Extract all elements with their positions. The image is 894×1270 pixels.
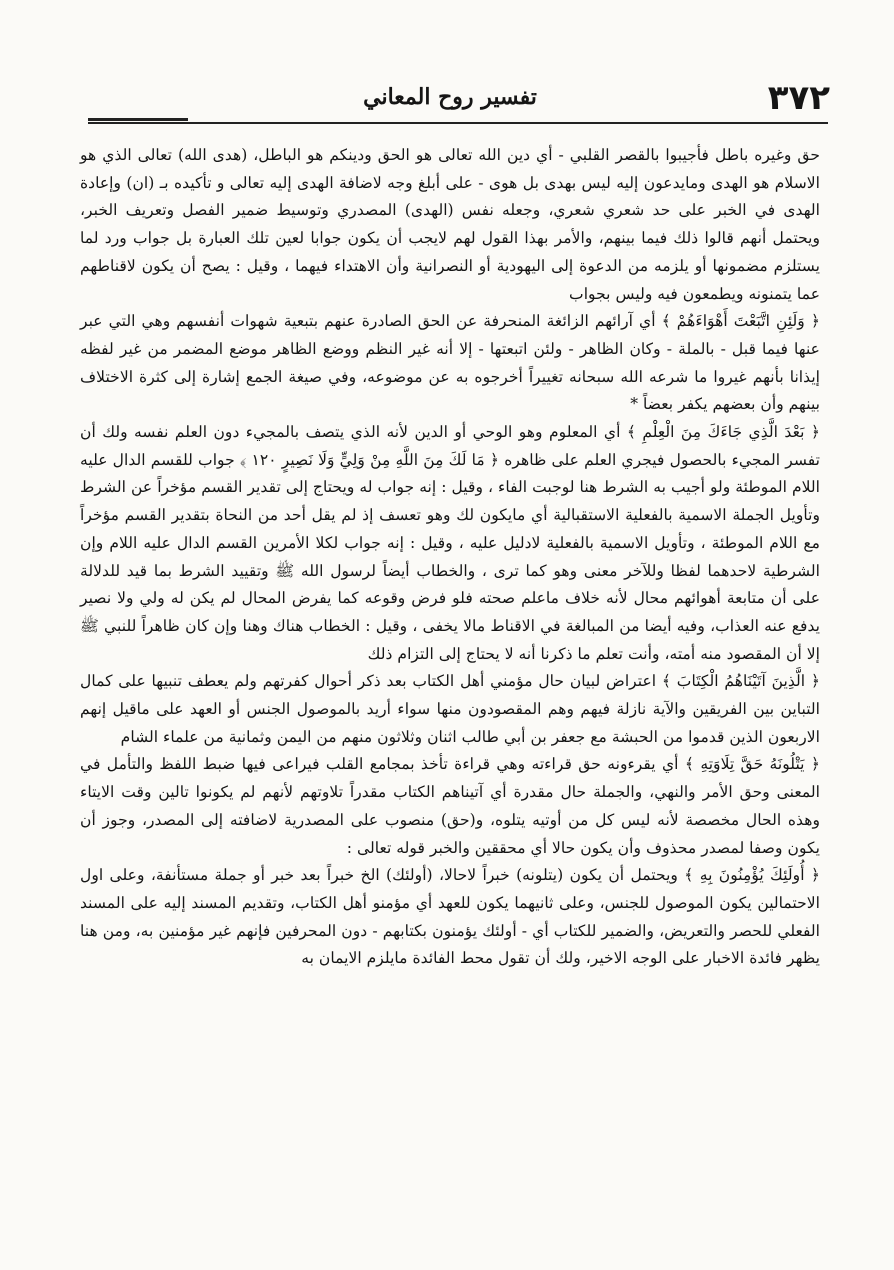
paragraph: ﴿ يَتْلُونَهُ حَقَّ تِلَاوَتِهِ ﴾ أي يقرءونه حق قراءته وهي قراءة تأخذ بمجامع القلب فيراعى فيها ضبط اللفظ والتأمل في المعنى وحق الأمر والنهي، والجملة حال مقدرة أي آتيناهم الكتاب مقدراً تلاوتهم لأنهم لم يكونوا تالين وقت الايتاء وهذه الحال مخصصة لأنه ليس كل من أوتيه يتلوه، و(حق) منصوب على المصدرية لاضافته إلى المصدر، وجوز أن يكون وصفا لمصدر محذوف وأن يكون حالا أي محققين والخبر قوله تعالى :	[80, 755, 820, 857]
paragraph: حق وغيره باطل فأجيبوا بالقصر القلبي - أي دين الله تعالى هو الحق ودينكم هو الباطل، (هدى الله) تعالى الذي هو الاسلام هو الهدى ومايدعون إليه ليس بهدى بل هوى - على أبلغ وجه لاضافة الهدى إليه تعالى و تأكيده بـ (ان) وإعادة الهدى في الخبر على حد شعري شعري، وجعله نفس (الهدى) المصدري وتوسيط ضمير الفصل وتعريف الخبر، ويحتمل أنهم قالوا ذلك فيما بينهم، والأمر بهذا القول لهم لايجب أن يكون جوابا لعين تلك العبارة بل جواب ورد لما يستلزم مضمونها أو يلزمه من الدعوة إلى اليهودية أو النصرانية وأن الاهتداء فيهما ، وقيل : يصح أن يكون لاقناطهم عما يتمنونه ويطمعون فيه وليس بجواب	[80, 146, 820, 303]
header-rule	[88, 122, 828, 124]
commentary-text	[80, 142, 820, 973]
paragraph: ﴿ وَلَئِنِ اتَّبَعْتَ أَهْوَاءَهُمْ ﴾ أي آرائهم الزائغة المنحرفة عن الحق الصادرة عنهم بتبعية شهوات أنفسهم وهي التي عبر عنها فيما قبل - بالملة - وكان الظاهر - ولئن اتبعتها - إلا أنه غير النظم ووضع الظاهر موضع المضمر من غير لفظه إيذانا بأنهم غيروا ما شرعه الله سبحانه تغييراً أخرجوه به عن موضوعه، وفي صيغة الجمع إشارة إلى كثرة الاختلاف بينهم وأن بعضهم يكفر بعضاً *	[80, 312, 820, 414]
running-title: تفسير روح المعاني	[363, 84, 537, 110]
page-number: ٣٧٢	[767, 78, 830, 118]
paragraph: ﴿ بَعْدَ الَّذِي جَاءَكَ مِنَ الْعِلْمِ ﴾ أي المعلوم وهو الوحي أو الدين لأنه الذي يتصف بالمجيء دون العلم نفسه ولك أن تفسر المجيء بالحصول فيجري العلم على ظاهره ﴿ مَا لَكَ مِنَ اللَّهِ مِنْ وَلِيٍّ وَلَا نَصِيرٍ ١٢٠ ﴾ جواب للقسم الدال عليه اللام الموطئة ولو أجيب به الشرط هنا لوجبت الفاء ، وقيل : إنه جواب له ويحتاج إلى تقدير القسم مؤخراً عن الشرط وتأويل الجملة الاسمية بالفعلية الاستقبالية أي مايكون لك وهو تعسف إذ لم يقل أحد من النحاة بتقدير القسم مؤخراً مع اللام الموطئة ، وتأويل الاسمية بالفعلية لادليل عليه ، وقيل : إنه جواب لكلا الأمرين القسم الدال عليه اللام وإن الشرطية لاحدهما لفظا وللآخر معنى وهو كما ترى ، والخطاب أيضاً لرسول الله ﷺ وتقييد الشرط بما قيد للدلالة على أن متابعة أهوائهم محال لأنه خلاف ماعلم صحته فلو فرض وقوعه كما يفرض المحال لم يكن له ولي ولا نصير يدفع عنه العذاب، وفيه أيضا من المبالغة في الاقناط مالا يخفى ، وقيل : الخطاب هناك وهنا وإن كان ظاهراً للنبي ﷺ إلا أن المقصود منه أمته، وأنت تعلم ما ذكرنا أنه لا يحتاج إلى التزام ذلك	[80, 423, 820, 663]
paragraph: ﴿ الَّذِينَ آتَيْنَاهُمُ الْكِتَابَ ﴾ اعتراض لبيان حال مؤمني أهل الكتاب بعد ذكر أحوال كفرتهم ولم يعطف تنبيها على كمال التباين بين الفريقين والآية نازلة فيهم وهم المقصودون منها سواء أريد بالموصول الجنس أو العهد على ماقيل إنهم الاربعون الذين قدموا من الحبشة مع جعفر بن أبي طالب اثنان وثلاثون منهم من اليمن وثمانية من علماء الشام	[80, 672, 820, 746]
header-rule-accent	[88, 118, 188, 121]
page-header	[70, 74, 830, 122]
paragraph: ﴿ أُولَئِكَ يُؤْمِنُونَ بِهِ ﴾ ويحتمل أن يكون (يتلونه) خبراً لاحالا، (أولئك) الخ خبراً بعد خبر أو جملة مستأنفة، وعلى اول الاحتمالين يكون الموصول للجنس، وعلى ثانيهما يكون للعهد أي مؤمنو أهل الكتاب، وتقديم المسند إليه على المسند الفعلي للحصر والتعريض، والضمير للكتاب أي - أولئك يؤمنون بكتابهم - دون المحرفين فإنهم غير مؤمنين به، ومن هنا يظهر فائدة الاخبار على الوجه الاخير، ولك أن تقول محط الفائدة مايلزم الايمان به	[80, 866, 820, 968]
